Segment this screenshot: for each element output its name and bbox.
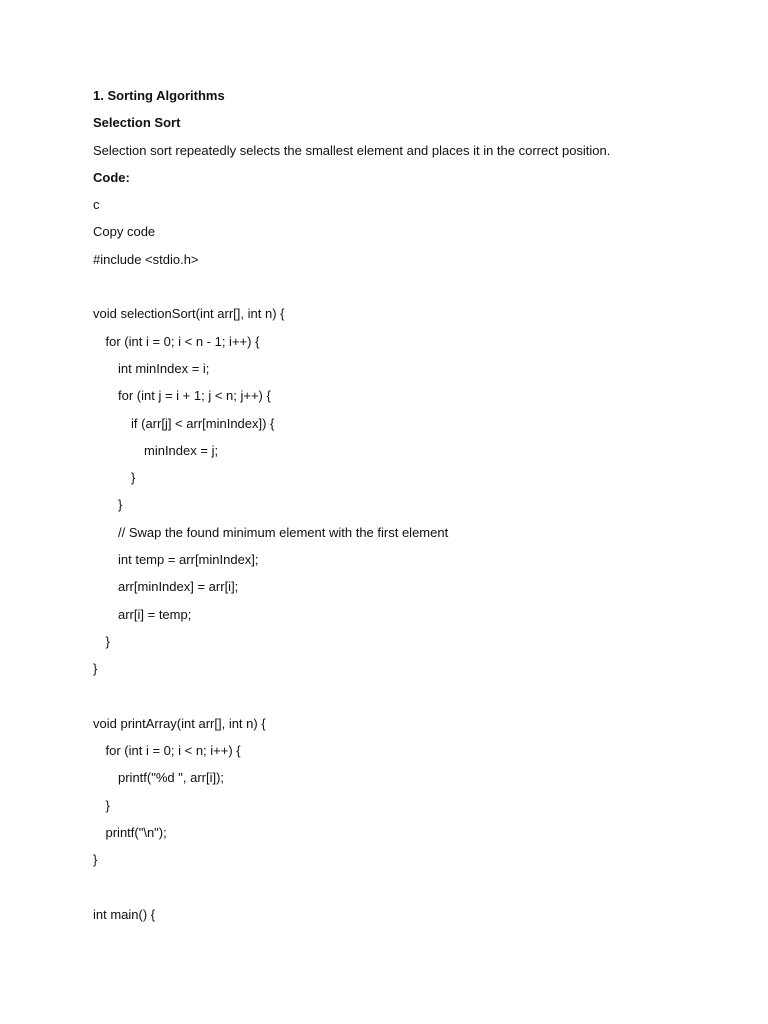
code-line: void selectionSort(int arr[], int n) {: [93, 306, 285, 322]
code-line: }: [105, 797, 110, 813]
code-line: printf("%d ", arr[i]);: [118, 770, 225, 786]
code-line: printf("\n");: [105, 825, 167, 841]
section-heading: 1. Sorting Algorithms: [93, 88, 225, 103]
code-line: minIndex = j;: [144, 442, 219, 458]
code-line: }: [93, 661, 98, 677]
code-comment-line: // Swap the found minimum element with the first element: [118, 524, 449, 540]
code-blank-line: [93, 878, 693, 905]
code-line: }: [131, 470, 136, 486]
code-line: void printArray(int arr[], int n) {: [93, 715, 266, 731]
code-label: Code:: [93, 169, 130, 185]
code-line: for (int i = 0; i < n - 1; i++) {: [105, 333, 260, 349]
code-line: #include <stdio.h>: [93, 251, 199, 267]
code-line: int temp = arr[minIndex];: [118, 552, 259, 568]
code-line: if (arr[j] < arr[minIndex]) {: [131, 415, 275, 431]
document-content: [93, 86, 693, 932]
description-paragraph: Selection sort repeatedly selects the smallest element and places it in the correct position.: [93, 142, 611, 158]
code-line: for (int j = i + 1; j < n; j++) {: [118, 388, 271, 404]
copy-code-button[interactable]: Copy code: [93, 224, 156, 240]
code-blank-line: [93, 687, 693, 714]
code-blank-line: [93, 277, 693, 304]
code-line: for (int i = 0; i < n; i++) {: [105, 743, 241, 759]
code-line: }: [93, 852, 98, 868]
code-line: }: [118, 497, 123, 513]
code-line: arr[i] = temp;: [118, 606, 192, 622]
code-line: }: [105, 633, 110, 649]
code-line: arr[minIndex] = arr[i];: [118, 579, 239, 595]
code-line: int minIndex = i;: [118, 360, 210, 376]
subsection-heading: Selection Sort: [93, 115, 181, 131]
code-language-label: c: [93, 197, 100, 213]
code-line: int main() {: [93, 906, 156, 922]
